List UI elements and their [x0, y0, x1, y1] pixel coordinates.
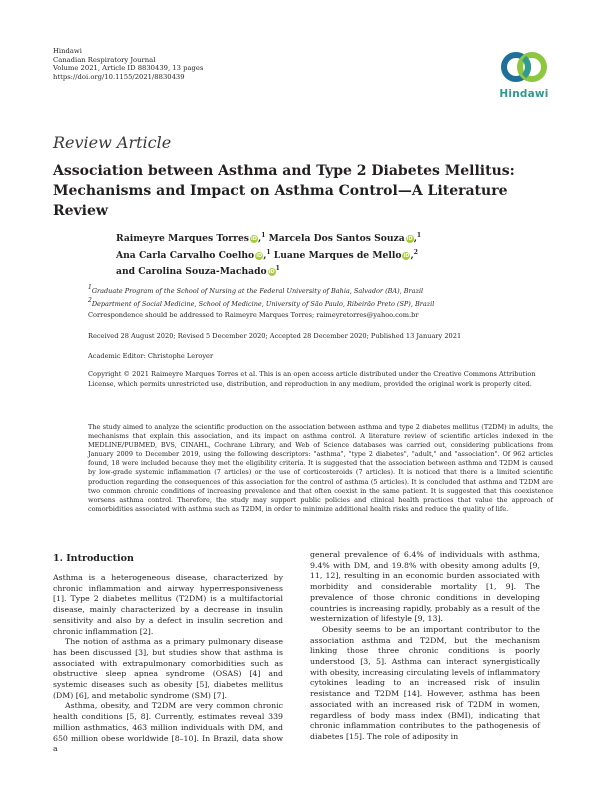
paragraph: The notion of asthma as a primary pulmonary disease has been discussed [3], but studies show that asthma is associated with extrapulmonary comorbidities such as obstructive sleep apnea syndrome (OSAS) [4] and systemic diseases such as obesity [5], diabetes mellitus (DM) [6], and metabolic syndrome (SM) [7].: [53, 637, 283, 700]
paragraph: Asthma is a heterogeneous disease, characterized by chronic inflammation and airway hyperresponsiveness [1]. Type 2 diabetes mellitus (T2DM) is a multifactorial disease, mainly characterized by a decrease in insulin sensitivity and also by a defect in insulin secretion and chronic inflammation [2].: [53, 573, 283, 636]
affiliation-1: 1Graduate Program of the School of Nursing at the Federal University of Bahia, Salvador (BA), Brazil: [88, 284, 424, 295]
title-line-2: Mechanisms and Impact on Asthma Control—A Literature Review: [53, 183, 508, 219]
affiliation-2: 2Department of Social Medicine, School of Medicine, University of São Paulo, Ribeirão Preto (SP), Brazil: [88, 297, 435, 308]
body-column-left: [53, 573, 283, 755]
paper-title: [53, 161, 553, 221]
body-column-right: [310, 550, 540, 743]
author-name: Luane Marques de Mello: [273, 249, 402, 261]
author-list: [116, 229, 546, 279]
journal-header: [53, 47, 203, 81]
paragraph: general prevalence of 6.4% of individuals with asthma, 9.4% with DM, and 19.8% with obesity among adults [9, 11, 12], resulting in an economic burden associated with morbidity and considerable mortality [1, 9]. The prevalence of those chronic conditions in developing countries is increasing rapidly, probably as a result of the westernization of lifestyle [9, 13].: [310, 550, 540, 624]
orcid-icon[interactable]: iD: [403, 252, 410, 259]
article-type: Review Article: [53, 133, 172, 152]
hindawi-logo: [497, 47, 551, 107]
hindawi-logo-text: Hindawi: [499, 88, 549, 100]
hindawi-logo-mark-icon: [497, 47, 551, 87]
academic-editor: Academic Editor: Christophe Leroyer: [88, 352, 214, 360]
doi-link[interactable]: https://doi.org/10.1155/2021/8830439: [53, 72, 185, 81]
orcid-icon[interactable]: iD: [268, 269, 275, 275]
orcid-icon[interactable]: iD: [406, 236, 413, 242]
orcid-icon[interactable]: iD: [251, 236, 257, 242]
correspondence: Correspondence should be addressed to Raimeyre Marques Torres; raimeyretorres@yahoo.com.br: [88, 311, 419, 319]
paragraph: Asthma, obesity, and T2DM are very common chronic health conditions [5, 8]. Currently, estimates reveal 339 million asthmatics, 463 million individuals with DM, and 650 million obese worldwide [8–10]. In Brazil, data show a: [53, 701, 283, 754]
dates: Received 28 August 2020; Revised 5 December 2020; Accepted 28 December 2020; Published 13 January 2021: [88, 332, 462, 340]
author-name: Raimeyre Marques Torres: [116, 233, 249, 244]
author-name: Ana Carla Carvalho Coelho: [116, 249, 255, 261]
section-heading: 1. Introduction: [53, 553, 134, 564]
author-line-2: Ana Carla Carvalho Coelho iD,$^1$ Luane Marques de Mello iD,$^2$: [116, 248, 418, 261]
affiliations: [88, 283, 558, 309]
publisher-name: Hindawi: [53, 47, 82, 55]
abstract: The study aimed to analyze the scientific production on the association between asthma and type 2 diabetes mellitus (T2DM) in adults, the mechanisms that explain this association, and its impact on asthma control. A literature review of scientific articles indexed in the MEDLINE/PUBMED, BVS, CINAHL, Cochrane Library, and Web of Science databases was carried out, considering publications from January 2009 to December 2019, using the following descriptors: "asthma", "type 2 diabetes", "adult," and "association". Of 962 articles found, 18 were included because they met the eligibility criteria. It is suggested that the association between asthma and T2DM is caused by low-grade systemic inflammation (7 articles) or the use of corticosteroids (7 articles). It is noticed that there is a limited scientific production regarding the consequences of this association for the control of asthma (5 articles). It is concluded that asthma and T2DM are two common chronic conditions of increasing prevalence and that often coexist in the same patient. It is suggested that this coexistence worsens asthma control. Therefore, the study may support public policies and clinical health practices that value the approach of comorbidities associated with asthma such as T2DM, in order to minimize additional health risks and reduce the quality of life.: [88, 423, 553, 513]
author-line-1: Raimeyre Marques Torres iD,$^1$ Marcela Dos Santos Souza iD,$^1$: [116, 232, 422, 244]
copyright-notice: Copyright © 2021 Raimeyre Marques Torres et al. This is an open access article distributed under the Creative Commons Attribution License, which permits unrestricted use, distribution, and reproduction in any medium, provided the original work is properly cited.: [88, 370, 536, 388]
author-name: Carolina Souza-Machado: [138, 266, 267, 277]
author-line-3: and Carolina Souza-Machado $iD^1$: [116, 265, 280, 277]
orcid-icon[interactable]: iD: [256, 252, 263, 259]
paragraph: Obesity seems to be an important contributor to the association asthma and T2DM, but the mechanism linking those three chronic conditions is poorly understood [3, 5]. Asthma can interact synergistically with obesity, increasing circulating levels of inflammatory cytokines leading to an increased risk of insulin resistance and T2DM [14]. However, asthma has been associated with an increased risk of T2DM in women, regardless of body mass index (BMI), indicating that chronic inflammation contributes to the pathogenesis of diabetes [15]. The role of adiposity in: [310, 624, 540, 741]
journal-name: Canadian Respiratory Journal: [53, 55, 156, 64]
author-name: Marcela Dos Santos Souza: [268, 233, 405, 244]
title-line-1: Association between Asthma and Type 2 Diabetes Mellitus:: [53, 163, 515, 179]
volume-line: Volume 2021, Article ID 8830439, 13 pages: [53, 64, 204, 73]
